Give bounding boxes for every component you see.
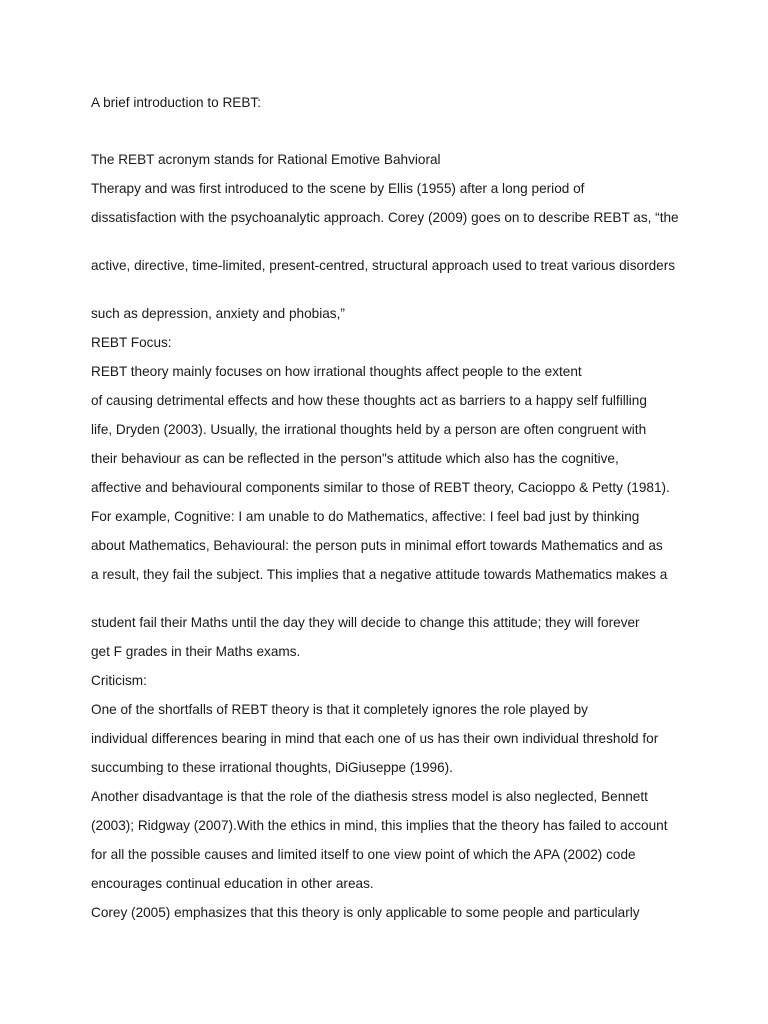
paragraph-line: dissatisfaction with the psychoanalytic approach. Corey (2009) goes on to describe REBT as, “the: [91, 210, 679, 225]
paragraph-line: active, directive, time-limited, present-centred, structural approach used to treat various disorders: [91, 258, 676, 273]
paragraph-line: Another disadvantage is that the role of the diathesis stress model is also neglected, Bennett: [91, 789, 648, 804]
paragraph-line: succumbing to these irrational thoughts, DiGiuseppe (1996).: [91, 760, 453, 775]
paragraph-line: Therapy and was first introduced to the scene by Ellis (1955) after a long period of: [91, 181, 585, 196]
paragraph-line: get F grades in their Maths exams.: [91, 644, 301, 659]
paragraph-line: (2003); Ridgway (2007).With the ethics in mind, this implies that the theory has failed to account: [91, 818, 668, 833]
paragraph-line: of causing detrimental effects and how these thoughts act as barriers to a happy self fulfilling: [91, 393, 647, 408]
paragraph-line: life, Dryden (2003). Usually, the irrational thoughts held by a person are often congruent with: [91, 422, 647, 437]
heading-criticism: Criticism:: [91, 673, 147, 688]
paragraph-line: about Mathematics, Behavioural: the person puts in minimal effort towards Mathematics and as: [91, 538, 663, 553]
paragraph-line: for all the possible causes and limited itself to one view point of which the APA (2002) code: [91, 847, 636, 862]
paragraph-line: such as depression, anxiety and phobias,”: [91, 306, 345, 321]
paragraph-line: affective and behavioural components similar to those of REBT theory, Cacioppo & Petty (1981).: [91, 480, 670, 495]
paragraph-line: REBT theory mainly focuses on how irrational thoughts affect people to the extent: [91, 364, 582, 379]
paragraph-line: Corey (2005) emphasizes that this theory is only applicable to some people and particularly: [91, 905, 640, 920]
paragraph-line: a result, they fail the subject. This implies that a negative attitude towards Mathematics makes a: [91, 567, 668, 582]
paragraph-line: their behaviour as can be reflected in the person"s attitude which also has the cognitive,: [91, 451, 619, 466]
heading-rebt-focus: REBT Focus:: [91, 335, 172, 350]
paragraph-line: For example, Cognitive: I am unable to do Mathematics, affective: I feel bad just by thinking: [91, 509, 640, 524]
paragraph-line: student fail their Maths until the day they will decide to change this attitude; they will forever: [91, 615, 640, 630]
paragraph-line: The REBT acronym stands for Rational Emotive Bahvioral: [91, 152, 441, 167]
paragraph-line: encourages continual education in other areas.: [91, 876, 374, 891]
heading-introduction: A brief introduction to REBT:: [91, 95, 262, 110]
paragraph-line: One of the shortfalls of REBT theory is that it completely ignores the role played by: [91, 702, 588, 717]
paragraph-line: individual differences bearing in mind that each one of us has their own individual threshold for: [91, 731, 659, 746]
